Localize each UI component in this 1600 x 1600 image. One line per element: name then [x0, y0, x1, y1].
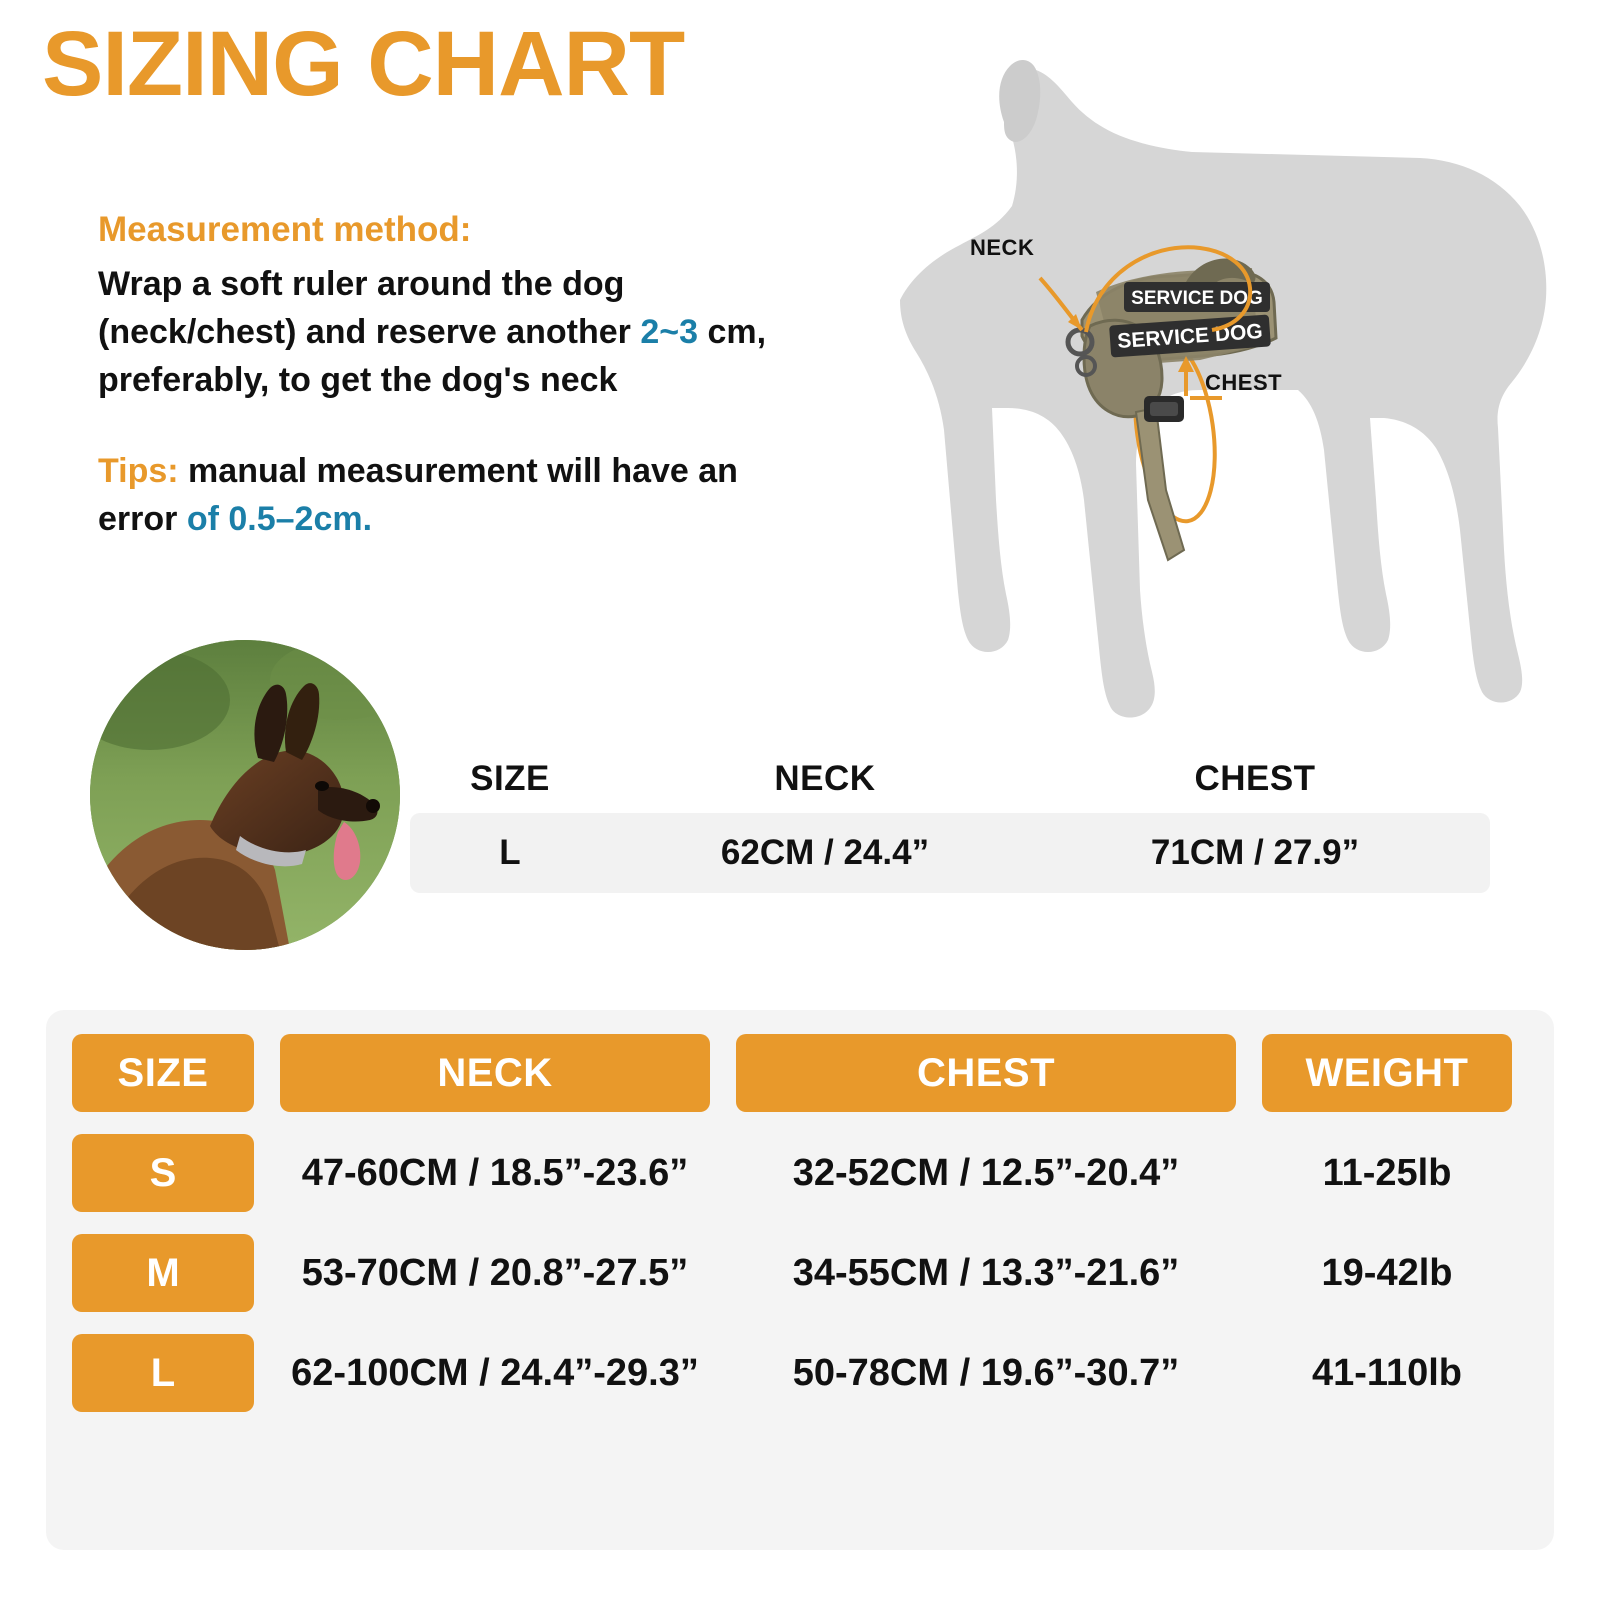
summary-cell-chest: 71CM / 27.9” [1150, 833, 1360, 872]
table-row [72, 1134, 1528, 1212]
row-m-neck: 53-70CM / 20.8”-27.5” [301, 1251, 689, 1294]
row-s-neck: 47-60CM / 18.5”-23.6” [301, 1151, 689, 1194]
summary-header-row [410, 735, 1490, 799]
row-s-chest: 32-52CM / 12.5”-20.4” [792, 1151, 1180, 1194]
harness-illustration [900, 30, 1560, 730]
measurement-method-heading: Measurement method: [98, 210, 472, 249]
summary-cell-size: L [499, 833, 521, 872]
svg-text:SERVICE DOG: SERVICE DOG [1131, 288, 1263, 309]
table-row [72, 1234, 1528, 1312]
selected-size-summary [410, 735, 1490, 893]
table-row [72, 1334, 1528, 1412]
tips-label: Tips: [98, 451, 179, 490]
row-l-chest: 50-78CM / 19.6”-30.7” [792, 1351, 1180, 1394]
summary-header-neck: NECK [774, 759, 876, 798]
neck-label: NECK [970, 235, 1035, 260]
row-size-s: S [72, 1134, 254, 1212]
dog-photo-svg [90, 640, 400, 950]
header-chest: CHEST [736, 1034, 1236, 1112]
page-title: SIZING CHART [42, 13, 685, 115]
measurement-body-part-2: cm, preferably, to get the dog's neck [98, 313, 767, 400]
size-table [46, 1010, 1554, 1550]
summary-header-chest: CHEST [1194, 759, 1316, 798]
row-l-neck: 62-100CM / 24.4”-29.3” [291, 1351, 699, 1394]
tips-body: manual measurement will have an error [98, 451, 738, 538]
tips-text [98, 447, 818, 544]
row-m-chest: 34-55CM / 13.3”-21.6” [792, 1251, 1180, 1294]
measurement-method-body [98, 260, 818, 405]
measurement-instructions [98, 208, 818, 543]
summary-cell-neck: 62CM / 24.4” [720, 833, 930, 872]
measurement-body-part-1: Wrap a soft ruler around the dog (neck/chest) and reserve another [98, 264, 641, 352]
header-weight: WEIGHT [1262, 1034, 1512, 1112]
row-l-weight: 41-110lb [1312, 1351, 1462, 1394]
row-m-weight: 19-42lb [1321, 1251, 1453, 1294]
row-size-l: L [72, 1334, 254, 1412]
summary-header-size: SIZE [470, 759, 550, 798]
measurement-reserve-value: 2~3 [640, 313, 699, 352]
row-s-weight: 11-25lb [1322, 1151, 1452, 1194]
svg-text:SERVICE DOG: SERVICE DOG [1116, 319, 1264, 354]
table-row [410, 813, 1490, 893]
header-size: SIZE [72, 1034, 254, 1112]
header-neck: NECK [280, 1034, 710, 1112]
dog-photo [90, 640, 400, 950]
size-table-header-row [72, 1034, 1528, 1112]
chest-label: CHEST [1205, 370, 1283, 395]
row-size-m: M [72, 1234, 254, 1312]
tips-error-range: of 0.5–2cm. [186, 499, 373, 538]
